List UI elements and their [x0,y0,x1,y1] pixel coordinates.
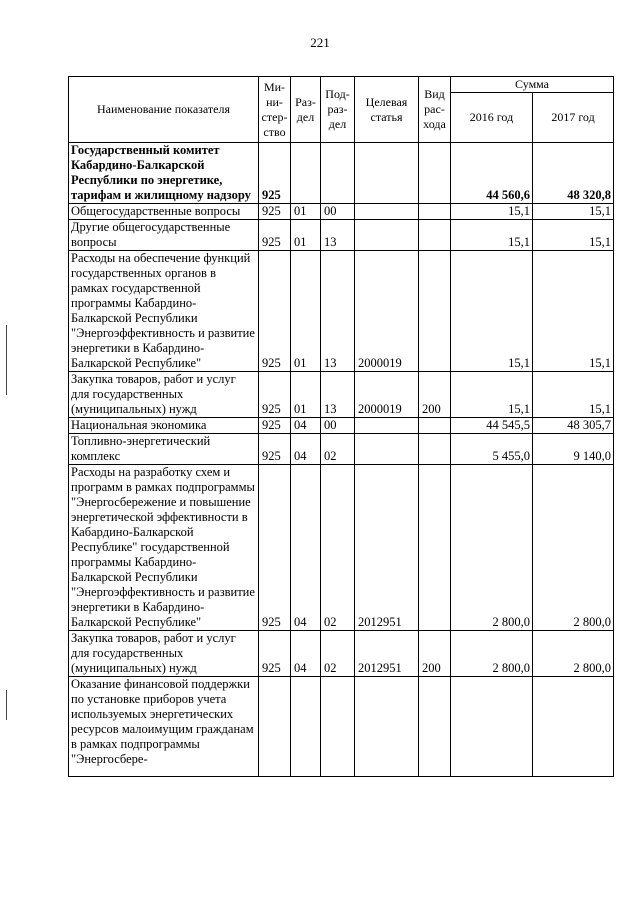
row-sum-2016: 5 455,0 [451,434,533,465]
header-name: Наименование показателя [69,77,259,143]
row-subsection: 13 [321,372,355,418]
row-expense-type [419,204,451,220]
row-name: Расходы на обеспечение функций государственных органов в рамках государственной программы Кабардино-Балкарской Республики "Энергоэффективность и развитие энергетики в Кабардино-Балкарской Республике" [69,251,259,372]
row-expense-type [419,677,451,777]
header-subsection: Под- раз- дел [321,77,355,143]
row-subsection: 13 [321,251,355,372]
table-row [69,465,614,631]
row-ministry: 925 [259,220,291,251]
row-section: 04 [291,434,321,465]
row-subsection: 02 [321,434,355,465]
row-name: Национальная экономика [69,418,259,434]
row-ministry: 925 [259,465,291,631]
row-subsection [321,143,355,204]
table-row [69,220,614,251]
table-row [69,418,614,434]
row-sum-2017: 9 140,0 [533,434,614,465]
row-sum-2016: 15,1 [451,372,533,418]
row-section: 01 [291,204,321,220]
row-section: 04 [291,418,321,434]
page-number: 221 [310,35,330,50]
row-ministry: 925 [259,143,291,204]
row-name: Закупка товаров, работ и услуг для государственных (муниципальных) нужд [69,372,259,418]
row-sum-2016: 2 800,0 [451,631,533,677]
row-section [291,677,321,777]
row-ministry [259,677,291,777]
row-name: Оказание финансовой поддержки по установке приборов учета используемых энергетических ресурсов малоимущим гражданам в рамках подпрограммы "Энергосбере- [69,677,259,777]
table-row [69,251,614,372]
table-row [69,143,614,204]
row-ministry: 925 [259,251,291,372]
row-expense-type: 200 [419,631,451,677]
table-row [69,204,614,220]
row-sum-2017: 48 320,8 [533,143,614,204]
row-section: 04 [291,465,321,631]
row-sum-2017: 15,1 [533,204,614,220]
row-sum-2016: 15,1 [451,220,533,251]
row-target: 2000019 [355,372,419,418]
header-ministry: Ми- ни- стер- ство [259,77,291,143]
row-expense-type [419,434,451,465]
row-target [355,143,419,204]
scan-artifact-line [6,690,7,720]
row-name: Другие общегосударственные вопросы [69,220,259,251]
table-row [69,631,614,677]
row-target: 2012951 [355,465,419,631]
row-name: Закупка товаров, работ и услуг для государственных (муниципальных) нужд [69,631,259,677]
header-year-2017: 2017 год [533,93,614,143]
row-subsection: 02 [321,631,355,677]
row-sum-2016: 15,1 [451,204,533,220]
row-name: Общегосударственные вопросы [69,204,259,220]
header-year-2016: 2016 год [451,93,533,143]
row-sum-2017: 15,1 [533,372,614,418]
row-sum-2016: 2 800,0 [451,465,533,631]
row-sum-2017: 15,1 [533,220,614,251]
row-sum-2017: 2 800,0 [533,465,614,631]
table-row [69,677,614,777]
row-subsection [321,677,355,777]
row-name: Государственный комитет Кабардино-Балкарской Республики по энергетике, тарифам и жилищному надзору [69,143,259,204]
row-subsection: 13 [321,220,355,251]
row-ministry: 925 [259,434,291,465]
row-ministry: 925 [259,418,291,434]
row-sum-2017: 15,1 [533,251,614,372]
row-subsection: 00 [321,204,355,220]
row-expense-type [419,143,451,204]
table-row [69,434,614,465]
row-expense-type [419,251,451,372]
table-row [69,372,614,418]
header-section: Раз- дел [291,77,321,143]
row-section: 01 [291,220,321,251]
row-sum-2016: 15,1 [451,251,533,372]
row-subsection: 02 [321,465,355,631]
header-target: Целевая статья [355,77,419,143]
row-target [355,204,419,220]
row-section [291,143,321,204]
row-name: Расходы на разработку схем и программ в рамках подпрограммы "Энергосбережение и повышение энергетической эффективности в Кабардино-Балкарской Республике" государственной программы Кабардино-Балкарской Республики "Энергоэффективность и развитие энергетики в Кабардино-Балкарской Республике" [69,465,259,631]
row-section: 01 [291,251,321,372]
row-sum-2016: 44 545,5 [451,418,533,434]
row-sum-2016 [451,677,533,777]
row-sum-2017: 2 800,0 [533,631,614,677]
row-sum-2017: 48 305,7 [533,418,614,434]
row-sum-2016: 44 560,6 [451,143,533,204]
row-ministry: 925 [259,631,291,677]
row-section: 04 [291,631,321,677]
row-subsection: 00 [321,418,355,434]
row-expense-type [419,418,451,434]
row-section: 01 [291,372,321,418]
row-expense-type [419,220,451,251]
row-expense-type [419,465,451,631]
row-ministry: 925 [259,372,291,418]
row-target: 2000019 [355,251,419,372]
row-name: Топливно-энергетический комплекс [69,434,259,465]
row-target [355,677,419,777]
row-ministry: 925 [259,204,291,220]
row-target [355,418,419,434]
table-header [69,77,614,143]
row-target [355,434,419,465]
row-target: 2012951 [355,631,419,677]
row-sum-2017 [533,677,614,777]
header-sum: Сумма [451,77,614,93]
row-target [355,220,419,251]
budget-table [68,76,614,777]
header-expense-type: Вид рас- хода [419,77,451,143]
scan-artifact-line [6,325,7,395]
row-expense-type: 200 [419,372,451,418]
